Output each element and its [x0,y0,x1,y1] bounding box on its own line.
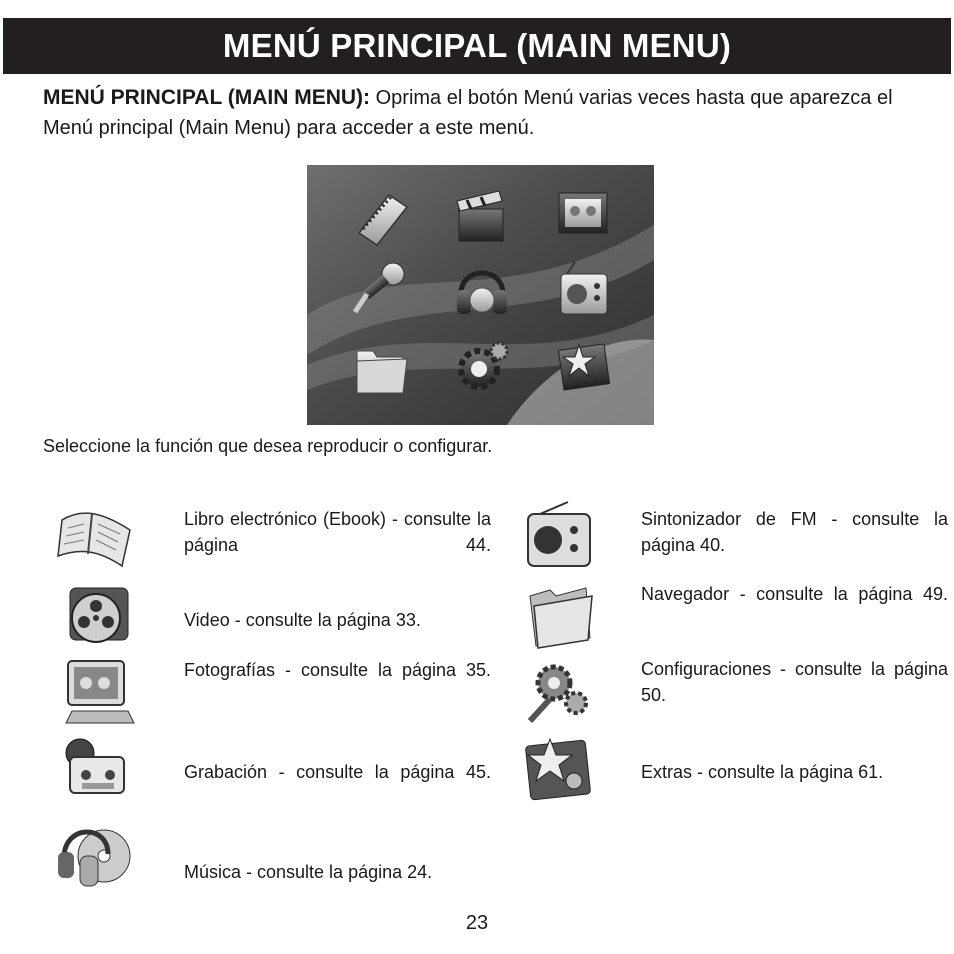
title-banner [3,18,951,74]
fm-radio-icon [516,500,600,574]
select-instruction: Seleccione la función que desea reproducir o configurar. [43,436,493,456]
intro-paragraph [43,83,923,143]
music-headphones-icon [52,818,136,892]
recording-icon [52,733,136,807]
intro-heading: MENÚ PRINCIPAL (MAIN MENU): [43,86,371,109]
star-extras-icon [558,344,609,390]
intro-text: Oprima el botón Menú varias veces hasta que aparezca el Menú principal (Main Menu) para acceder a este menú. [43,87,893,139]
main-menu-screen [307,165,654,425]
list-item-label: Configuraciones - consulte la página 50. [641,659,948,705]
list-item-label: Libro electrónico (Ebook) - consulte la página 44. [184,509,491,555]
list-item-label: Grabación - consulte la página 45. [184,762,491,782]
list-item-label: Video - consulte la página 33. [184,610,421,630]
photo-frame-icon [559,193,607,233]
list-item-label: Extras - consulte la página 61. [641,762,884,782]
ebook-icon [52,500,136,574]
page-number: 23 [465,912,489,934]
list-item-label: Fotografías - consulte la página 35. [184,660,491,680]
browser-folder-icon [516,580,600,654]
photo-monitor-icon [52,655,136,729]
list-item-label: Música - consulte la página 24. [184,862,433,882]
settings-gear-icon [516,655,600,729]
folder-icon [357,351,407,393]
list-item-label: Navegador - consulte la página 49. [641,584,948,604]
video-reel-icon [52,580,136,654]
list-item-label: Sintonizador de FM - consulte la página 40. [641,509,948,555]
page-title: MENÚ PRINCIPAL (MAIN MENU) [222,27,732,64]
extras-star-icon [516,733,600,807]
